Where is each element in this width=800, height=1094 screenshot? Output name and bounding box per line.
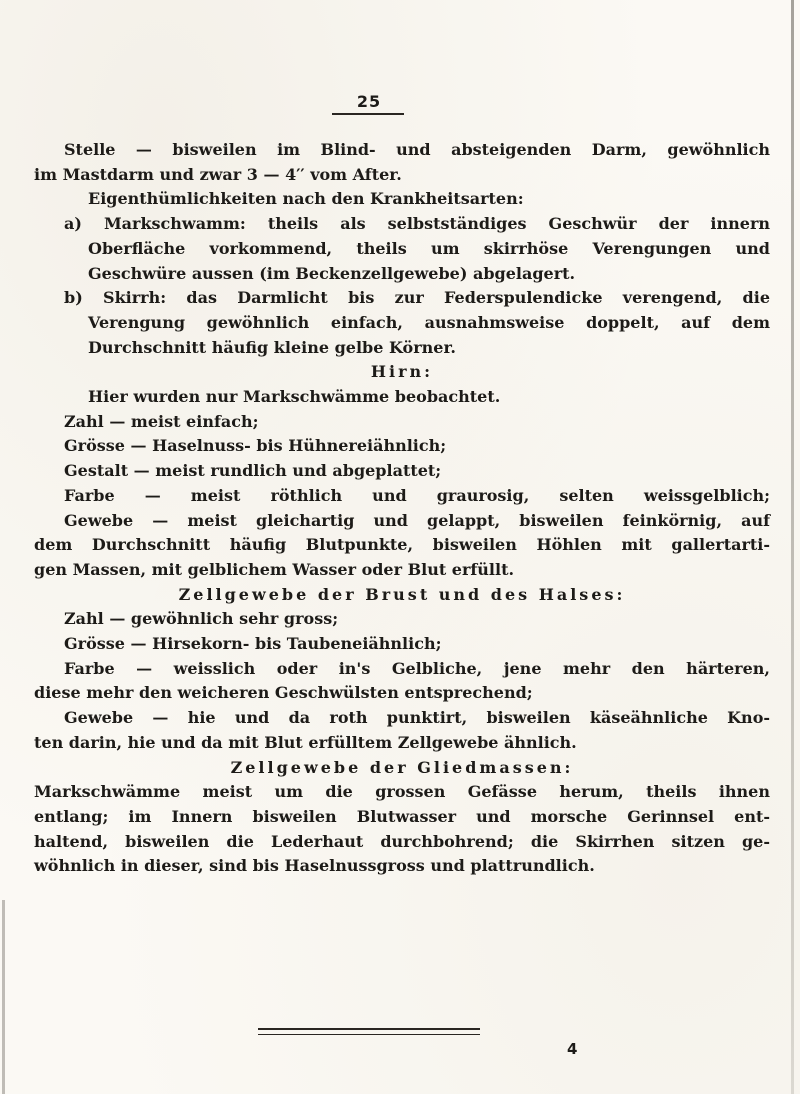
section-heading: Zellgewebe der Brust und des Halses: xyxy=(178,584,626,604)
text-line: dem Durchschnitt häufig Blutpunkte, bisweilen Höhlen mit gallertarti- xyxy=(34,535,770,555)
text-line: Markschwämme meist um die grossen Gefässe herum, theils ihnen xyxy=(34,782,770,802)
section-heading: Hirn: xyxy=(370,362,434,382)
text-line: Stelle — bisweilen im Blind- und absteigenden Darm, gewöhnlich xyxy=(64,140,770,159)
text-line: Grösse — Hirsekorn- bis Taubeneiähnlich; xyxy=(64,634,442,654)
text-line: gen Massen, mit gelblichem Wasser oder Blut erfüllt. xyxy=(34,559,515,579)
text-line: wöhnlich in dieser, sind bis Haselnussgross und plattrundlich. xyxy=(34,856,595,876)
text-line: im Mastdarm und zwar 3 — 4′′ vom After. xyxy=(34,164,402,184)
text-line: entlang; im Innern bisweilen Blutwasser und morsche Gerinnsel ent- xyxy=(34,806,770,826)
text-line: haltend, bisweilen die Lederhaut durchbohrend; die Skirrhen sitzen ge- xyxy=(34,831,770,851)
section-heading: Zellgewebe der Gliedmassen: xyxy=(230,757,574,777)
text-line: Farbe — meist röthlich und graurosig, selten weissgelblich; xyxy=(64,485,770,505)
text-line: Gestalt — meist rundlich und abgeplattet; xyxy=(64,461,442,481)
text-line: Zahl — meist einfach; xyxy=(64,411,259,431)
page-number: 25 xyxy=(356,92,382,111)
text-line: Farbe — weisslich oder in's Gelbliche, jene mehr den härteren, xyxy=(64,658,770,678)
text-line: diese mehr den weicheren Geschwülsten entsprechend; xyxy=(34,683,533,703)
text-line: Hier wurden nur Markschwämme beobachtet. xyxy=(88,387,501,407)
text-line: a) Markschwamm: theils als selbstständiges Geschwür der innern xyxy=(64,214,770,234)
text-line: Zahl — gewöhnlich sehr gross; xyxy=(64,609,339,629)
text-line: Geschwüre aussen (im Beckenzellgewebe) abgelagert. xyxy=(88,263,576,283)
text-line: Durchschnitt häufig kleine gelbe Körner. xyxy=(88,337,456,357)
signature-mark: 4 xyxy=(567,1040,578,1058)
text-line: Gewebe — meist gleichartig und gelappt, bisweilen feinkörnig, auf xyxy=(64,510,770,530)
text-line: Grösse — Haselnuss- bis Hühnereiähnlich; xyxy=(64,436,447,456)
text-line: b) Skirrh: das Darmlicht bis zur Federspulendicke verengend, die xyxy=(64,288,770,308)
body-text xyxy=(34,138,770,879)
text-line: ten darin, hie und da mit Blut erfülltem Zellgewebe ähnlich. xyxy=(34,732,577,752)
end-rule xyxy=(258,1028,480,1035)
text-line: Oberfläche vorkommend, theils um skirrhöse Verengungen und xyxy=(88,238,770,258)
section-heading: Eigenthümlichkeiten nach den Krankheitsarten: xyxy=(88,189,524,209)
page-number-rule xyxy=(332,113,404,115)
page-edge-mark xyxy=(2,900,5,1094)
text-line: Verengung gewöhnlich einfach, ausnahmsweise doppelt, auf dem xyxy=(88,312,770,332)
page-edge-shadow xyxy=(791,0,794,1094)
text-line: Gewebe — hie und da roth punktirt, bisweilen käseähnliche Kno- xyxy=(64,708,770,728)
